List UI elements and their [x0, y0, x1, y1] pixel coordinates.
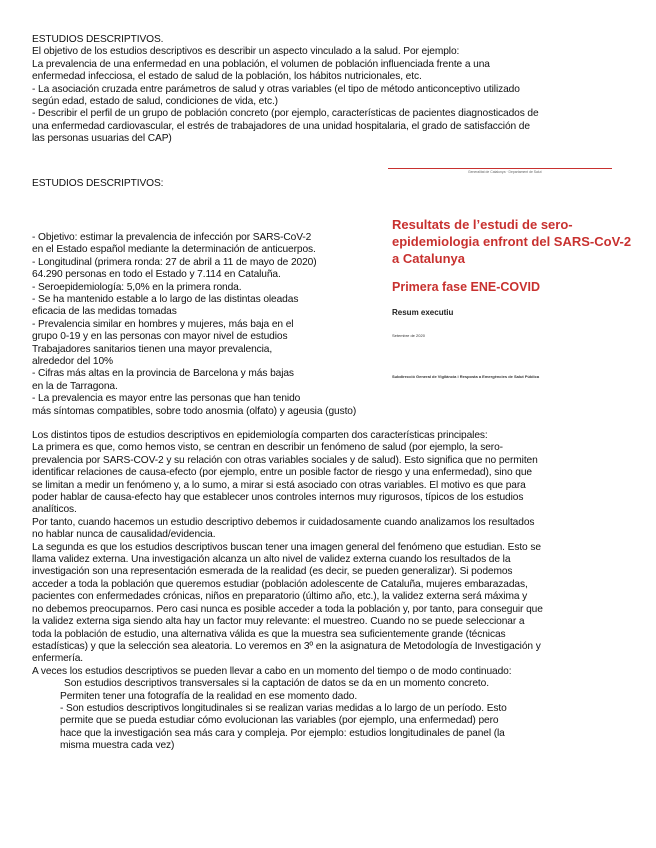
- text-line: prevalencia por SARS-COV-2 y su relación con otras variables sociales y de salud). Esto significa que no permiten: [32, 454, 538, 466]
- paragraph: [32, 666, 638, 678]
- cover-title: Resultats de l’estudi de sero-epidemiologia enfront del SARS-CoV-2 a Catalunya: [392, 217, 632, 266]
- text-line: toda la población de estudio, una alternativa válida es que la muestra sea suficientemente grande (técnicas: [32, 628, 506, 640]
- text-line: pacientes con enfermedades crónicas, niños en preparatorio (último año, etc.), la validez externa será máxima y: [32, 591, 528, 603]
- report-cover-image: [388, 160, 644, 390]
- text-line: - La prevalencia es mayor entre las personas que han tenido: [32, 393, 301, 405]
- text-line: - Prevalencia similar en hombres y mujeres, más baja en el: [32, 318, 294, 330]
- text-line: - Longitudinal (primera ronda: 27 de abril a 11 de mayo de 2020): [32, 256, 317, 268]
- text-line: misma muestra cada vez): [60, 740, 175, 752]
- text-line: La primera es que, como hemos visto, se centran en describir un fenómeno de salud (por ejemplo, la sero-: [32, 442, 503, 454]
- text-line: las personas usuarias del CAP): [32, 133, 172, 145]
- text-line: - Describir el perfil de un grupo de población concreto (por ejemplo, características de pacientes diagnosticados de: [32, 108, 539, 120]
- paragraph: [32, 430, 638, 517]
- text-line: Son estudios descriptivos transversales si la captación de datos se da en un momento concreto.: [64, 678, 489, 690]
- text-line: en la de Tarragona.: [32, 380, 118, 392]
- body-text: [32, 430, 638, 753]
- text-line: la validez externa siga siendo alta hay un factor muy relevante: el muestreo. Cuando no se puede seleccionar a: [32, 616, 525, 628]
- text-line: - La asociación cruzada entre parámetros de salud y otras variables (el tipo de método anticonceptivo utilizado: [32, 83, 520, 95]
- intro-section: [32, 34, 638, 146]
- text-line: El objetivo de los estudios descriptivos es describir un aspecto vinculado a la salud. Por ejemplo:: [32, 46, 460, 58]
- text-line: Los distintos tipos de estudios descriptivos en epidemiología comparten dos características principales:: [32, 430, 488, 441]
- text-line: A veces los estudios descriptivos se pueden llevar a cabo en un momento del tiempo o de modo continuado:: [32, 665, 512, 677]
- text-line: Trabajadores sanitarios tienen una mayor prevalencia,: [32, 343, 273, 355]
- text-line: - Son estudios descriptivos longitudinales si se realizan varias medidas a lo largo de un período. Esto: [60, 702, 507, 714]
- cover-subtitle: Primera fase ENE-COVID: [392, 280, 540, 294]
- text-line: una enfermedad cardiovascular, el estrés de trabajadores de una unidad hospitalaria, el grado de satisfacción de: [32, 120, 530, 132]
- text-line: según edad, estado de salud, condiciones de vida, etc.): [32, 96, 278, 108]
- text-line: permite que se pueda estudiar cómo evolucionan las variables (por ejemplo, una enfermedad) pero: [60, 715, 499, 727]
- text-line: grupo 0-19 y en las personas con mayor nivel de estudios: [32, 331, 288, 343]
- text-line: enfermedad infecciosa, el estado de salud de la población, los hábitos nutricionales, etc.: [32, 71, 422, 83]
- cover-rule: [388, 168, 612, 169]
- cover-agency: Subdirecció General de Vigilància i Resposta a Emergències de Salut Pública: [392, 374, 540, 379]
- section2-title: ESTUDIOS DESCRIPTIVOS:: [32, 178, 164, 189]
- text-line: no hablar nunca de causalidad/evidencia.: [32, 529, 216, 541]
- text-line: - Cifras más altas en la provincia de Barcelona y más bajas: [32, 368, 294, 380]
- text-line: no debemos preocuparnos. Pero casi nunca es posible acceder a toda la población y, por tanto, para conseguir que: [32, 603, 543, 615]
- paragraph: [32, 517, 638, 542]
- text-line: 64.290 personas en todo el Estado y 7.114 en Cataluña.: [32, 269, 281, 281]
- cover-date: Setembre de 2020: [392, 333, 425, 338]
- text-line: llama validez externa. Una investigación alcanza un alto nivel de validez externa cuando los resultados de la: [32, 554, 511, 566]
- text-line: La segunda es que los estudios descriptivos buscan tener una imagen general del fenómeno que estudian. Esto se: [32, 541, 541, 553]
- cover-header: Generalitat de Catalunya · Departament de Salut: [468, 170, 542, 174]
- section2-list: [32, 232, 392, 418]
- text-line: investigación son una representación esmerada de la realidad (es decir, se pueden generalizar). Si podemos: [32, 566, 513, 578]
- text-line: Permiten tener una fotografía de la realidad en ese momento dado.: [60, 690, 358, 702]
- text-line: enfermería.: [32, 653, 83, 665]
- text-line: Por tanto, cuando hacemos un estudio descriptivo debemos ir cuidadosamente cuando analizamos los resultados: [32, 516, 535, 528]
- text-line: La prevalencia de una enfermedad en una población, el volumen de población influenciada frente a una: [32, 58, 490, 70]
- intro-title: ESTUDIOS DESCRIPTIVOS.: [32, 34, 164, 45]
- intro-lines: [32, 46, 638, 145]
- cover-summary-label: Resum executiu: [392, 308, 454, 317]
- text-line: se limitan a medir un fenómeno y, a lo sumo, a mirar si está asociado con otras variables. El motivo es que para: [32, 479, 526, 491]
- paragraph: [32, 542, 638, 666]
- paragraph: [32, 678, 638, 690]
- text-line: - Objetivo: estimar la prevalencia de infección por SARS-CoV-2: [32, 232, 312, 243]
- text-line: analíticos.: [32, 504, 77, 516]
- text-line: poder hablar de causa-efecto hay que establecer unos controles internos muy rigurosos, típicos de los estudios: [32, 492, 524, 504]
- text-line: en el Estado español mediante la determinación de anticuerpos.: [32, 244, 316, 256]
- paragraph: [32, 691, 638, 753]
- text-line: alrededor del 10%: [32, 356, 113, 368]
- text-line: acceder a toda la población que queremos estudiar (población adolescente de Cataluña, mujeres embarazadas,: [32, 578, 528, 590]
- text-line: identificar relaciones de causa-efecto (por ejemplo, entre un posible factor de riesgo y una enfermedad), sino que: [32, 467, 532, 479]
- text-line: más síntomas compatibles, sobre todo anosmia (olfato) y ageusia (gusto): [32, 405, 357, 417]
- text-line: - Seroepidemiología: 5,0% en la primera ronda.: [32, 281, 242, 293]
- text-line: estadísticas) y que la selección sea aleatoria. Lo veremos en 3º en la asignatura de Metodología de Investigación y: [32, 640, 541, 652]
- text-line: hace que la investigación sea más cara y compleja. Por ejemplo: estudios longitudinales de panel (la: [60, 727, 505, 739]
- text-line: eficacia de las medidas tomadas: [32, 306, 177, 318]
- text-line: - Se ha mantenido estable a lo largo de las distintas oleadas: [32, 294, 299, 306]
